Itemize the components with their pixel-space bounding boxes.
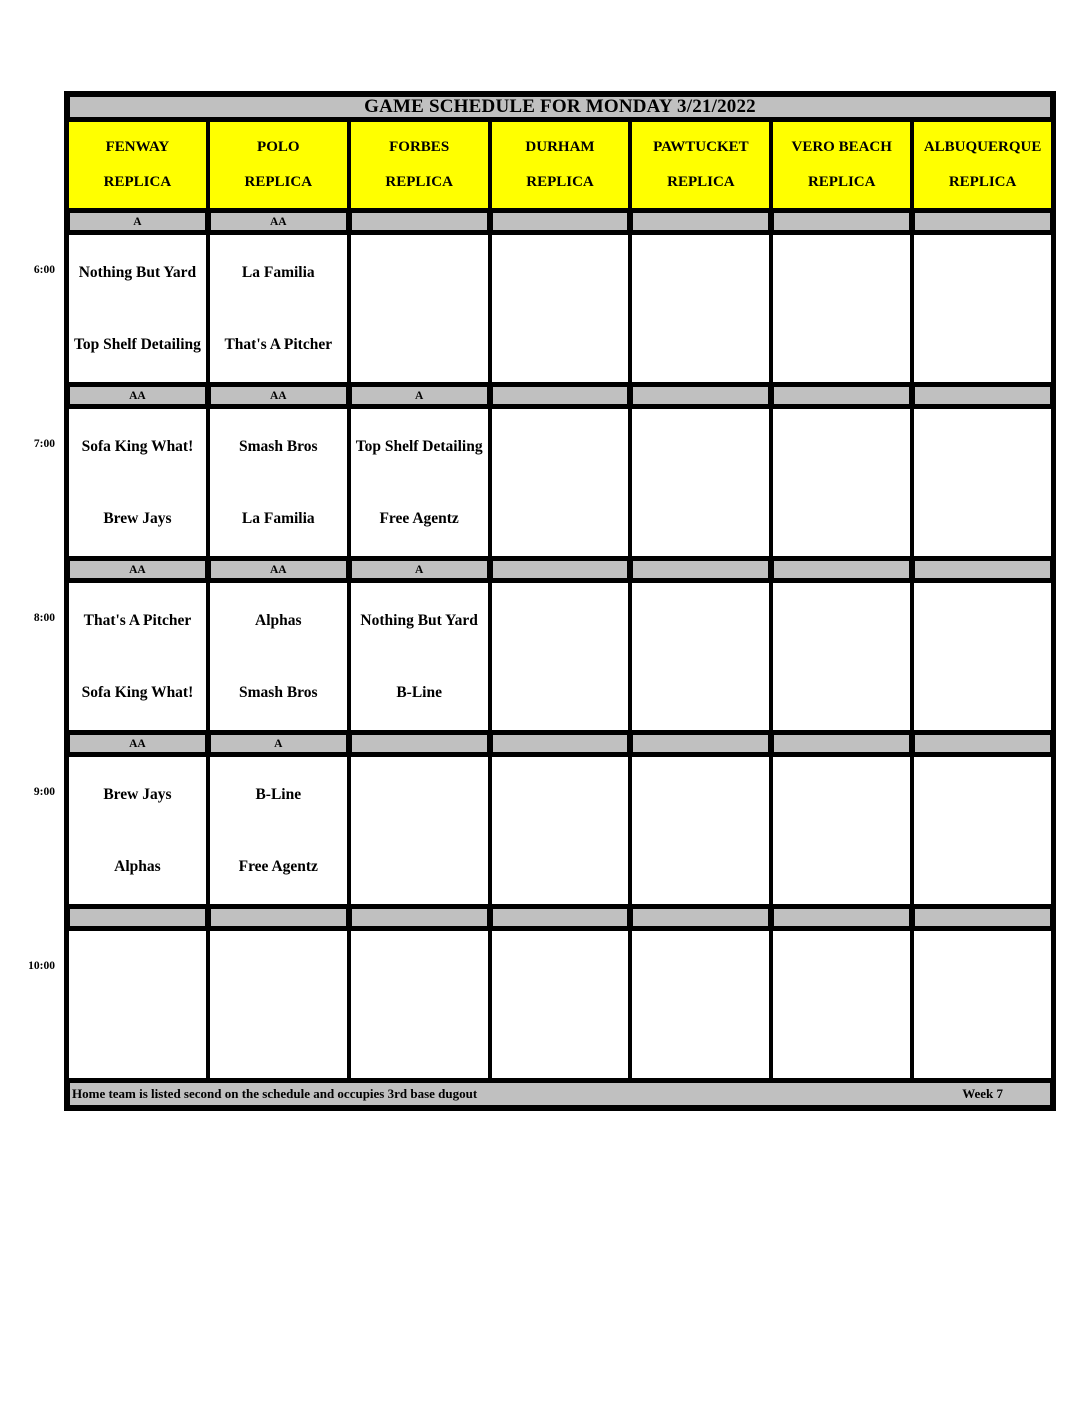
away-team: La Familia <box>241 264 315 282</box>
division-cell <box>914 212 1051 231</box>
schedule-row-800 <box>33 583 1051 734</box>
field-header-row <box>69 122 1051 212</box>
home-team: B-Line <box>396 683 442 701</box>
division-cell: AA <box>210 560 351 579</box>
division-strip-row-1000 <box>69 908 1051 931</box>
division-cell: AA <box>69 386 210 405</box>
division-cell <box>914 386 1051 405</box>
division-cell <box>351 734 492 753</box>
field-name: FORBES <box>389 139 450 156</box>
field-suffix: REPLICA <box>244 173 313 190</box>
field-header-pawtucket <box>632 122 773 208</box>
game-cell <box>773 583 914 730</box>
home-team: Alphas <box>114 857 161 875</box>
away-team: Brew Jays <box>103 786 172 804</box>
division-cell <box>914 560 1051 579</box>
game-cell <box>210 583 351 730</box>
schedule-row-600 <box>33 235 1051 386</box>
home-team: Smash Bros <box>239 683 318 701</box>
game-cell <box>632 583 773 730</box>
division-cell <box>492 734 633 753</box>
game-cell <box>914 757 1051 904</box>
division-cell: AA <box>210 212 351 231</box>
game-cell <box>632 235 773 382</box>
time-label: 9:00 <box>33 786 55 798</box>
game-cell <box>492 583 633 730</box>
game-cell <box>632 409 773 556</box>
field-header-forbes <box>351 122 492 208</box>
division-cell <box>632 212 773 231</box>
away-team: Nothing But Yard <box>360 612 478 630</box>
field-header-fenway <box>69 122 210 208</box>
game-cell <box>914 235 1051 382</box>
home-team: Free Agentz <box>238 857 318 875</box>
game-cell <box>773 235 914 382</box>
game-cell <box>351 409 492 556</box>
field-header-vero-beach <box>773 122 914 208</box>
division-strip-row-700 <box>69 386 1051 409</box>
game-schedule-table <box>28 91 1056 1111</box>
division-cell <box>351 212 492 231</box>
schedule-row-700 <box>33 409 1051 560</box>
division-cell <box>773 560 914 579</box>
schedule-row-900 <box>33 757 1051 908</box>
game-cell <box>773 409 914 556</box>
game-cell <box>351 931 492 1078</box>
division-strip-row-900 <box>69 734 1051 757</box>
game-cell <box>351 757 492 904</box>
game-cell <box>210 409 351 556</box>
division-cell <box>632 560 773 579</box>
division-strip-row-800 <box>69 560 1051 583</box>
home-team: La Familia <box>241 509 315 527</box>
field-header-polo <box>210 122 351 208</box>
division-cell <box>914 908 1051 927</box>
division-cell: A <box>351 560 492 579</box>
game-cell <box>69 409 210 556</box>
week-label: Week 7 <box>962 1086 1003 1101</box>
game-cell <box>914 931 1051 1078</box>
game-cell <box>69 235 210 382</box>
schedule-title: GAME SCHEDULE FOR MONDAY 3/21/2022 <box>69 96 1051 122</box>
game-cell <box>632 931 773 1078</box>
division-cell <box>773 734 914 753</box>
game-cell <box>210 757 351 904</box>
game-cell <box>492 757 633 904</box>
division-cell <box>632 734 773 753</box>
game-cell <box>492 409 633 556</box>
home-team-note: Home team is listed second on the schedule and occupies 3rd base dugout <box>72 1086 478 1101</box>
division-cell <box>773 212 914 231</box>
field-name: POLO <box>257 139 300 156</box>
home-team: Free Agentz <box>379 509 459 527</box>
division-cell <box>492 386 633 405</box>
division-cell: AA <box>69 560 210 579</box>
division-cell <box>773 386 914 405</box>
time-label: 7:00 <box>33 438 55 450</box>
home-team: Sofa King What! <box>81 683 194 701</box>
field-suffix: REPLICA <box>103 173 172 190</box>
field-header-durham <box>492 122 633 208</box>
field-name: DURHAM <box>525 139 595 156</box>
time-label: 10:00 <box>28 960 55 972</box>
game-cell <box>492 931 633 1078</box>
away-team: That's A Pitcher <box>83 612 192 630</box>
field-suffix: REPLICA <box>385 173 453 190</box>
away-team: Smash Bros <box>239 438 318 456</box>
home-team: Top Shelf Detailing <box>73 335 201 353</box>
division-cell <box>69 908 210 927</box>
game-cell <box>69 583 210 730</box>
time-label: 6:00 <box>33 264 55 276</box>
game-cell <box>492 235 633 382</box>
field-suffix: REPLICA <box>807 173 876 190</box>
game-cell <box>773 757 914 904</box>
field-suffix: REPLICA <box>667 173 735 190</box>
division-cell <box>351 908 492 927</box>
game-cell <box>351 583 492 730</box>
division-cell: A <box>210 734 351 753</box>
division-cell <box>632 386 773 405</box>
away-team: B-Line <box>255 786 302 804</box>
division-cell <box>492 908 633 927</box>
field-header-albuquerque <box>914 122 1051 208</box>
game-cell <box>351 235 492 382</box>
division-cell: A <box>69 212 210 231</box>
field-suffix: REPLICA <box>526 173 594 190</box>
away-team: Nothing But Yard <box>78 264 197 282</box>
field-name: ALBUQUERQUE <box>923 139 1042 156</box>
game-cell <box>69 931 210 1078</box>
field-name: FENWAY <box>105 139 170 156</box>
division-cell: AA <box>210 386 351 405</box>
game-cell <box>210 235 351 382</box>
division-cell <box>632 908 773 927</box>
division-cell <box>210 908 351 927</box>
division-strip-row-600 <box>69 212 1051 235</box>
footer-bar <box>69 1082 1051 1106</box>
game-cell <box>773 931 914 1078</box>
away-team: Alphas <box>255 612 302 630</box>
game-cell <box>69 757 210 904</box>
game-cell <box>632 757 773 904</box>
field-suffix: REPLICA <box>948 173 1017 190</box>
time-label: 8:00 <box>33 612 55 624</box>
home-team: Brew Jays <box>103 509 172 527</box>
division-cell <box>773 908 914 927</box>
division-cell <box>492 212 633 231</box>
division-cell <box>914 734 1051 753</box>
game-cell <box>914 409 1051 556</box>
schedule-row-1000 <box>28 931 1051 1082</box>
game-cell <box>914 583 1051 730</box>
game-cell <box>210 931 351 1078</box>
field-name: VERO BEACH <box>791 139 892 156</box>
division-cell <box>492 560 633 579</box>
division-cell: AA <box>69 734 210 753</box>
away-team: Top Shelf Detailing <box>355 438 483 456</box>
field-name: PAWTUCKET <box>653 139 749 156</box>
division-cell: A <box>351 386 492 405</box>
home-team: That's A Pitcher <box>224 335 333 353</box>
away-team: Sofa King What! <box>81 438 194 456</box>
